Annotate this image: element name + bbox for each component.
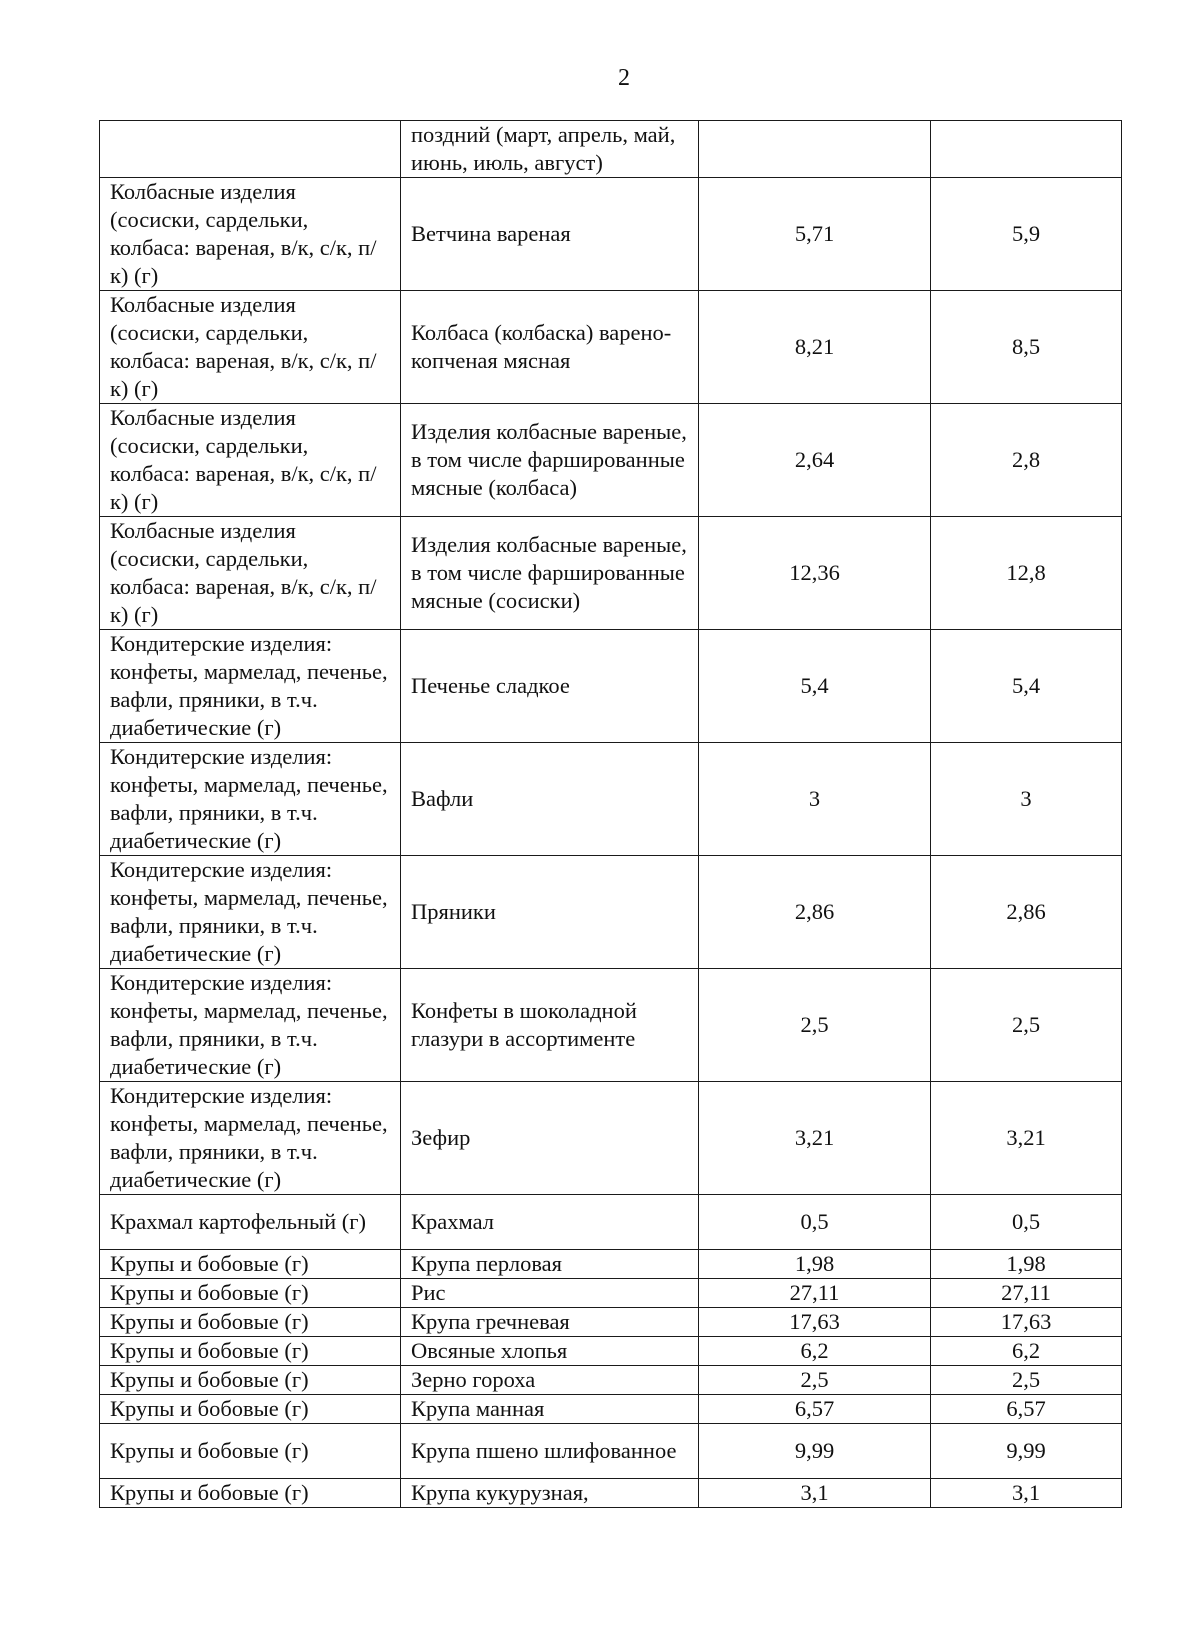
value-cell: 17,63 <box>931 1308 1122 1337</box>
value-cell: 5,4 <box>699 630 931 743</box>
table-row <box>100 1308 1122 1337</box>
table-row <box>100 1366 1122 1395</box>
value-cell: 27,11 <box>699 1279 931 1308</box>
category-cell: Колбасные изделия (сосиски, сардельки, колбаса: вареная, в/к, с/к, п/к) (г) <box>100 178 401 291</box>
product-cell: Крупа пшено шлифованное <box>401 1424 699 1479</box>
category-cell: Крупы и бобовые (г) <box>100 1366 401 1395</box>
category-cell: Крупы и бобовые (г) <box>100 1479 401 1508</box>
value-cell: 2,86 <box>931 856 1122 969</box>
product-cell: Пряники <box>401 856 699 969</box>
value-cell: 27,11 <box>931 1279 1122 1308</box>
value-cell: 2,8 <box>931 404 1122 517</box>
value-cell: 3,21 <box>699 1082 931 1195</box>
product-cell: Зефир <box>401 1082 699 1195</box>
value-cell: 2,5 <box>699 969 931 1082</box>
category-cell: Кондитерские изделия: конфеты, мармелад, печенье, вафли, пряники, в т.ч. диабетические (г) <box>100 1082 401 1195</box>
product-cell: Зерно гороха <box>401 1366 699 1395</box>
value-cell: 3 <box>931 743 1122 856</box>
value-cell: 12,8 <box>931 517 1122 630</box>
category-cell: Колбасные изделия (сосиски, сардельки, колбаса: вареная, в/к, с/к, п/к) (г) <box>100 291 401 404</box>
nutrition-table <box>99 120 1122 1508</box>
product-cell: Колбаса (колбаска) варено-копченая мясная <box>401 291 699 404</box>
value-cell: 6,57 <box>699 1395 931 1424</box>
value-cell: 2,5 <box>931 1366 1122 1395</box>
value-cell: 5,4 <box>931 630 1122 743</box>
value-cell: 2,86 <box>699 856 931 969</box>
category-cell: Колбасные изделия (сосиски, сардельки, колбаса: вареная, в/к, с/к, п/к) (г) <box>100 404 401 517</box>
value-cell: 1,98 <box>699 1250 931 1279</box>
product-cell: Вафли <box>401 743 699 856</box>
category-cell: Кондитерские изделия: конфеты, мармелад, печенье, вафли, пряники, в т.ч. диабетические (г) <box>100 969 401 1082</box>
value-cell: 6,2 <box>699 1337 931 1366</box>
value-cell: 3 <box>699 743 931 856</box>
table-row <box>100 404 1122 517</box>
product-cell: Крупа гречневая <box>401 1308 699 1337</box>
product-cell: Ветчина вареная <box>401 178 699 291</box>
product-cell: поздний (март, апрель, май, июнь, июль, август) <box>401 121 699 178</box>
value-cell: 0,5 <box>931 1195 1122 1250</box>
table-row <box>100 1479 1122 1508</box>
product-cell: Крупа манная <box>401 1395 699 1424</box>
table-row <box>100 1195 1122 1250</box>
product-cell: Конфеты в шоколадной глазури в ассортименте <box>401 969 699 1082</box>
category-cell: Крахмал картофельный (г) <box>100 1195 401 1250</box>
product-cell: Крупа перловая <box>401 1250 699 1279</box>
value-cell: 3,21 <box>931 1082 1122 1195</box>
product-cell: Овсяные хлопья <box>401 1337 699 1366</box>
table-row <box>100 1279 1122 1308</box>
value-cell: 1,98 <box>931 1250 1122 1279</box>
value-cell: 17,63 <box>699 1308 931 1337</box>
product-cell: Крупа кукурузная, <box>401 1479 699 1508</box>
value-cell: 3,1 <box>931 1479 1122 1508</box>
table-row <box>100 1424 1122 1479</box>
category-cell: Крупы и бобовые (г) <box>100 1279 401 1308</box>
table-row <box>100 1082 1122 1195</box>
value-cell: 8,21 <box>699 291 931 404</box>
category-cell: Кондитерские изделия: конфеты, мармелад, печенье, вафли, пряники, в т.ч. диабетические (г) <box>100 743 401 856</box>
value-cell: 6,57 <box>931 1395 1122 1424</box>
table-row <box>100 178 1122 291</box>
category-cell: Крупы и бобовые (г) <box>100 1424 401 1479</box>
product-cell: Рис <box>401 1279 699 1308</box>
category-cell: Колбасные изделия (сосиски, сардельки, колбаса: вареная, в/к, с/к, п/к) (г) <box>100 517 401 630</box>
category-cell: Крупы и бобовые (г) <box>100 1395 401 1424</box>
value-cell: 2,64 <box>699 404 931 517</box>
category-cell: Крупы и бобовые (г) <box>100 1308 401 1337</box>
value-cell: 2,5 <box>699 1366 931 1395</box>
value-cell: 5,9 <box>931 178 1122 291</box>
value-cell: 9,99 <box>699 1424 931 1479</box>
value-cell: 0,5 <box>699 1195 931 1250</box>
value-cell <box>931 121 1122 178</box>
table-row <box>100 969 1122 1082</box>
value-cell: 8,5 <box>931 291 1122 404</box>
table-row <box>100 517 1122 630</box>
page-number: 2 <box>618 65 630 91</box>
category-cell: Кондитерские изделия: конфеты, мармелад, печенье, вафли, пряники, в т.ч. диабетические (г) <box>100 856 401 969</box>
table-row <box>100 630 1122 743</box>
product-cell: Изделия колбасные вареные, в том числе фаршированные мясные (колбаса) <box>401 404 699 517</box>
value-cell <box>699 121 931 178</box>
table-row <box>100 1395 1122 1424</box>
table-row <box>100 743 1122 856</box>
value-cell: 5,71 <box>699 178 931 291</box>
table-row <box>100 856 1122 969</box>
value-cell: 2,5 <box>931 969 1122 1082</box>
product-cell: Печенье сладкое <box>401 630 699 743</box>
category-cell: Крупы и бобовые (г) <box>100 1250 401 1279</box>
value-cell: 9,99 <box>931 1424 1122 1479</box>
product-cell: Крахмал <box>401 1195 699 1250</box>
category-cell <box>100 121 401 178</box>
category-cell: Кондитерские изделия: конфеты, мармелад, печенье, вафли, пряники, в т.ч. диабетические (г) <box>100 630 401 743</box>
table-row <box>100 1250 1122 1279</box>
category-cell: Крупы и бобовые (г) <box>100 1337 401 1366</box>
product-cell: Изделия колбасные вареные, в том числе фаршированные мясные (сосиски) <box>401 517 699 630</box>
table-row <box>100 1337 1122 1366</box>
value-cell: 3,1 <box>699 1479 931 1508</box>
value-cell: 6,2 <box>931 1337 1122 1366</box>
table-row <box>100 121 1122 178</box>
value-cell: 12,36 <box>699 517 931 630</box>
table-row <box>100 291 1122 404</box>
